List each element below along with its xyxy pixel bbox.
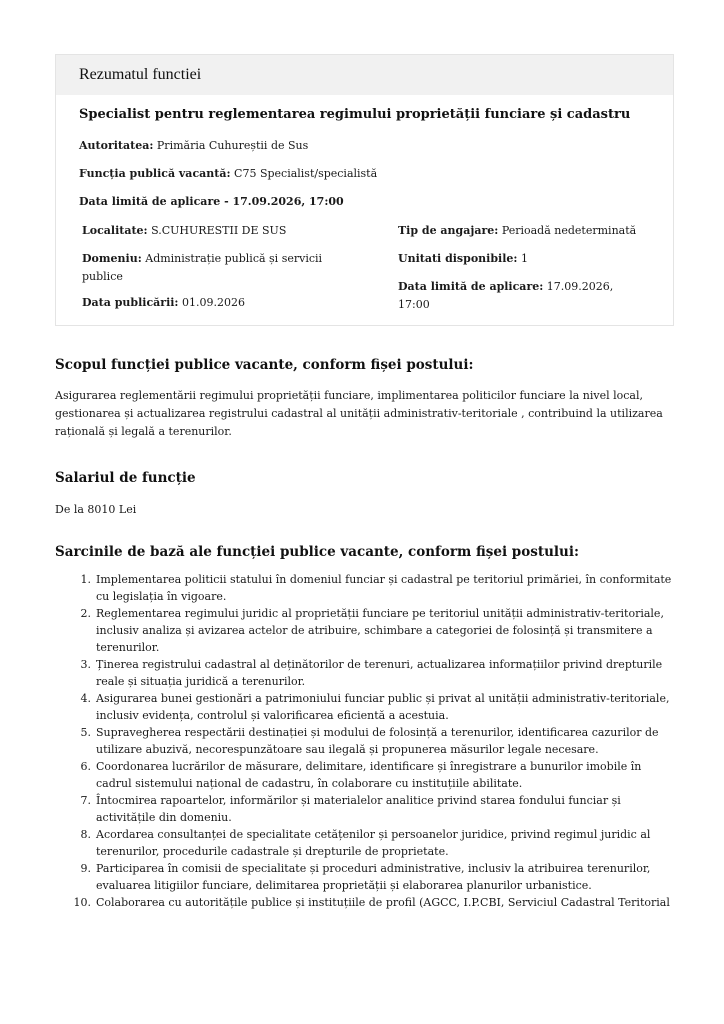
list-item-number: 6. <box>80 760 91 773</box>
list-item-number: 2. <box>80 607 91 620</box>
domain-label: Domeniu: <box>82 252 142 265</box>
list-item <box>55 656 680 690</box>
locality-row <box>82 222 332 240</box>
list-item-text: Asigurarea bunei gestionări a patrimoniului funciar public și privat al unității administrativ-teritoriale, inclusiv evidența, controlul și valorificarea eficientă a acestuia. <box>96 692 670 722</box>
published-label: Data publicării: <box>82 296 179 309</box>
list-item-number: 9. <box>80 862 91 875</box>
list-item-number: 3. <box>80 658 91 671</box>
list-item-text: Participarea în comisii de specialitate și proceduri administrative, inclusiv la atribuirea terenurilor, evaluarea litigiilor funciare, delimitarea proprietății și elaborarea planurilor urbanistice. <box>96 862 651 892</box>
locality-value: S.CUHURESTII DE SUS <box>151 224 287 237</box>
units-label: Unitati disponibile: <box>398 252 518 265</box>
tasks-list <box>55 571 680 911</box>
employment-label: Tip de angajare: <box>398 224 499 237</box>
list-item <box>55 690 680 724</box>
tasks-heading: Sarcinile de bază ale funcției publice vacante, conform fișei postului: <box>55 544 579 560</box>
authority-label: Autoritatea: <box>79 139 154 152</box>
list-item <box>55 792 680 826</box>
summary-header-title: Rezumatul functiei <box>79 66 202 83</box>
list-item <box>55 860 680 894</box>
authority-value: Primăria Cuhureștii de Sus <box>156 139 309 152</box>
units-row <box>398 250 658 268</box>
job-title: Specialist pentru reglementarea regimului proprietății funciare și cadastru <box>79 107 631 122</box>
deadline-text: Data limită de aplicare - 17.09.2026, 17:00 <box>79 195 344 208</box>
list-item-text: Colaborarea cu autoritățile publice și instituțiile de profil (AGCC, I.P.CBI, Serviciul Cadastral Teritorial <box>96 896 670 909</box>
authority-line <box>79 139 308 152</box>
vacancy-label: Funcția publică vacantă: <box>79 167 231 180</box>
published-value: 01.09.2026 <box>181 296 245 309</box>
units-value: 1 <box>520 252 528 265</box>
vacancy-line <box>79 167 377 180</box>
purpose-text: Asigurarea reglementării regimului proprietății funciare, implimentarea politicilor funciare la nivel local, gestionarea și actualizarea registrului cadastral al unității administrativ-teritoriale , contribuind la utilizarea rațională și legală a terenurilor. <box>55 389 663 438</box>
deadline-value: 17.09.2026, 17:00 <box>398 280 614 311</box>
list-item-text: Coordonarea lucrărilor de măsurare, delimitare, identificare și înregistrare a bunurilor imobile în cadrul sistemului național de cadastru, în colaborare cu instituțiile abilitate. <box>96 760 642 790</box>
list-item-number: 1. <box>80 573 91 586</box>
list-item-number: 4. <box>80 692 91 705</box>
summary-header <box>56 55 673 95</box>
vacancy-value: C75 Specialist/specialistă <box>234 167 378 180</box>
purpose-heading: Scopul funcției publice vacante, conform fișei postului: <box>55 357 474 373</box>
list-item-text: Acordarea consultanței de specialitate cetățenilor și persoanelor juridice, privind regimul juridic al terenurilor, procedurile cadastrale și drepturile de proprietate. <box>96 828 651 858</box>
list-item-text: Reglementarea regimului juridic al proprietății funciare pe teritoriul unității administrativ-teritoriale, inclusiv analiza și avizarea actelor de atribuire, schimbare a categoriei de folosință și transmitere a terenurilor. <box>96 607 664 654</box>
domain-value: Administrație publică și servicii publice <box>82 252 323 283</box>
list-item <box>55 826 680 860</box>
list-item-text: Implementarea politicii statului în domeniul funciar și cadastral pe teritoriul primăriei, în conformitate cu legislația în vigoare. <box>96 573 672 603</box>
list-item <box>55 605 680 656</box>
list-item <box>55 894 680 911</box>
locality-label: Localitate: <box>82 224 148 237</box>
list-item-text: Ținerea registrului cadastral al deținătorilor de terenuri, actualizarea informațiilor privind drepturile reale și situația juridică a terenurilor. <box>96 658 663 688</box>
list-item-number: 10. <box>73 896 91 909</box>
employment-value: Perioadă nedeterminată <box>501 224 637 237</box>
list-item-number: 7. <box>80 794 91 807</box>
list-item <box>55 758 680 792</box>
list-item-number: 8. <box>80 828 91 841</box>
list-item-number: 5. <box>80 726 91 739</box>
deadline-row <box>398 278 623 314</box>
salary-heading: Salariul de funcție <box>55 470 196 486</box>
salary-text: De la 8010 Lei <box>55 503 137 516</box>
deadline-label: Data limită de aplicare: <box>398 280 544 293</box>
deadline-line <box>79 195 344 208</box>
employment-row <box>398 222 658 240</box>
job-summary-box <box>55 54 674 326</box>
published-row <box>82 294 342 312</box>
details-left-column <box>82 222 332 240</box>
list-item-text: Supravegherea respectării destinației și modului de folosință a terenurilor, identificarea cazurilor de utilizare abuzivă, necorespunzătoare sau ilegală și propunerea măsurilor legale necesare. <box>96 726 659 756</box>
list-item <box>55 724 680 758</box>
domain-row <box>82 250 342 286</box>
list-item <box>55 571 680 605</box>
list-item-text: Întocmirea rapoartelor, informărilor și materialelor analitice privind starea fondului funciar și activitățile din domeniu. <box>96 794 621 824</box>
